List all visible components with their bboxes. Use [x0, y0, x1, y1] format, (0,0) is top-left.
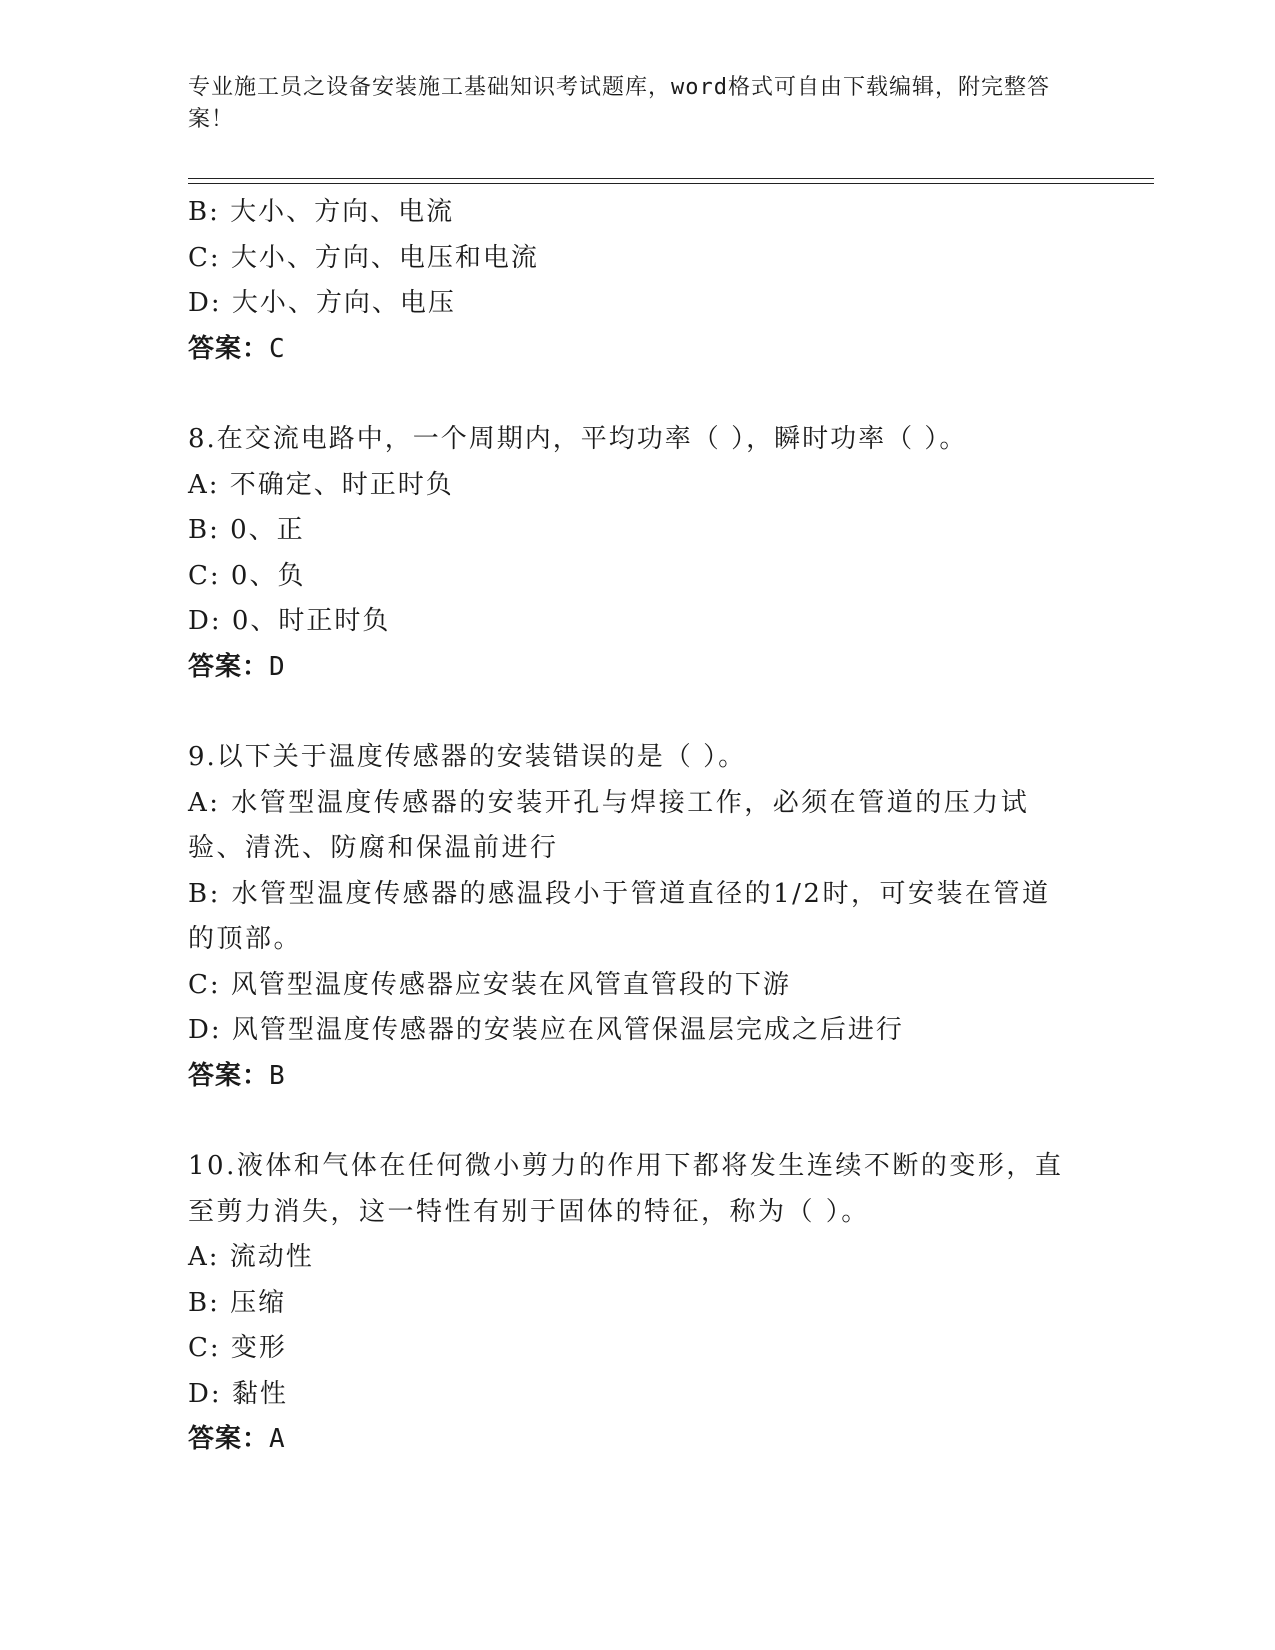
answer-value: A: [269, 1424, 286, 1454]
option-b: B: 0、正: [188, 515, 305, 545]
question-stem: 9.以下关于温度传感器的安装错误的是（ ）。: [188, 742, 747, 772]
spacer: [188, 372, 1068, 417]
option-c: C: 大小、方向、电压和电流: [188, 242, 539, 273]
answer-label: 答案：: [188, 333, 270, 364]
option-a: A: 不确定、时正时负: [188, 469, 454, 500]
document-header: 专业施工员之设备安装施工基础知识考试题库，word格式可自由下载编辑，附完整答案！: [188, 75, 1050, 132]
option-b: B: 压缩: [188, 1287, 287, 1318]
question-stem: 10.液体和气体在任何微小剪力的作用下都将发生连续不断的变形，直至剪力消失，这一特性有别于固体的特征，称为（ ）。: [188, 1151, 1064, 1227]
answer-line: [188, 1054, 1068, 1100]
question-list: [188, 190, 1068, 1463]
option-b: B: 大小、方向、电流: [188, 197, 455, 227]
option-a: A: 流动性: [188, 1242, 314, 1272]
option-c: C: 0、负: [188, 560, 306, 591]
option-a: A: 水管型温度传感器的安装开孔与焊接工作，必须在管道的压力试验、清洗、防腐和保温前进行: [188, 787, 1030, 863]
question-9: [188, 735, 1068, 1099]
answer-label: 答案：: [188, 1060, 270, 1091]
question-10: [188, 1144, 1068, 1463]
answer-value: D: [269, 651, 286, 682]
answer-label: 答案：: [188, 651, 270, 682]
option-d: D: 0、时正时负: [188, 606, 391, 636]
spacer: [188, 1099, 1068, 1144]
answer-line: [188, 327, 1068, 373]
header-divider-bottom: [188, 183, 1154, 184]
answer-value: C: [269, 333, 286, 364]
spacer: [188, 690, 1068, 735]
question-8: [188, 417, 1068, 690]
question-stem: 8.在交流电路中，一个周期内，平均功率（ ），瞬时功率（ ）。: [188, 424, 968, 454]
answer-value: B: [269, 1060, 286, 1091]
question-7-continued: [188, 190, 1068, 372]
option-c: C: 风管型温度传感器应安装在风管直管段的下游: [188, 969, 791, 1000]
option-d: D: 黏性: [188, 1378, 288, 1409]
answer-line: [188, 1417, 1068, 1463]
option-d: D: 大小、方向、电压: [188, 288, 456, 318]
answer-line: [188, 645, 1068, 691]
answer-label: 答案：: [188, 1424, 270, 1454]
option-c: C: 变形: [188, 1333, 287, 1363]
option-d: D: 风管型温度传感器的安装应在风管保温层完成之后进行: [188, 1015, 904, 1045]
header-divider-top: [188, 178, 1154, 179]
option-b: B: 水管型温度传感器的感温段小于管道直径的1/2时，可安装在管道的顶部。: [188, 878, 1051, 954]
